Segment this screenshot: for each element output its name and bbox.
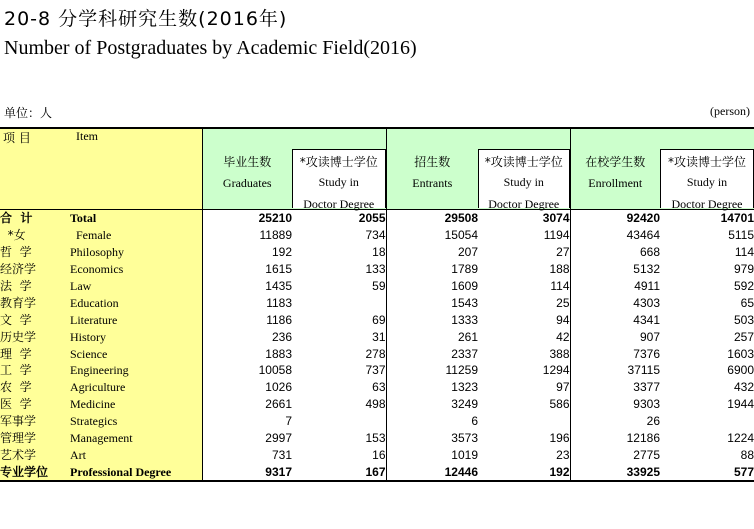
- enrollment-cell: 12186: [626, 431, 660, 446]
- row-label-english: History: [70, 328, 202, 345]
- enrollment-cell: 4911: [634, 279, 660, 293]
- table-row: [0, 328, 754, 345]
- row-label-english: Philosophy: [70, 244, 202, 261]
- graduates-cell: 25210: [258, 211, 292, 226]
- row-label-chinese: 专业学位: [0, 463, 70, 481]
- row-label-chinese: 军事学: [0, 413, 70, 430]
- header-graduates-doctor: *攻读博士学位 Study in Doctor Degree: [292, 128, 386, 210]
- row-label-chinese: 工 学: [0, 362, 70, 379]
- table-row: [0, 379, 754, 396]
- table-row: [0, 261, 754, 278]
- postgraduates-table: [0, 127, 754, 482]
- graduates-doctor-cell: [292, 294, 386, 311]
- entrants-doctor-cell: 27: [478, 244, 570, 261]
- entrants-doctor-cell: 188: [478, 261, 570, 278]
- enrollment-cell: 4303: [633, 295, 660, 310]
- enrollment-doctor-cell: 14701: [720, 211, 754, 226]
- graduates-cell: 1186: [266, 312, 292, 327]
- table-row: [0, 227, 754, 244]
- table-row: [0, 345, 754, 362]
- table-row: [0, 430, 754, 447]
- row-label-chinese: 管理学: [0, 430, 70, 447]
- header-graduates: 毕业生数 Graduates: [202, 128, 292, 210]
- graduates-cell: 11889: [259, 228, 292, 243]
- graduates-doctor-cell: 734: [292, 227, 386, 244]
- header-entrants-doctor: *攻读博士学位 Study in Doctor Degree: [478, 128, 570, 210]
- table-row: [0, 396, 754, 413]
- entrants-cell: 1019: [451, 447, 478, 462]
- row-label-chinese: 教育学: [0, 294, 70, 311]
- graduates-doctor-cell: 31: [292, 328, 386, 345]
- enrollment-doctor-cell: 257: [733, 329, 754, 344]
- entrants-cell: 1789: [451, 262, 478, 277]
- table-row: [0, 278, 754, 295]
- header-entrants: 招生数 Entrants: [386, 128, 478, 210]
- row-label-chinese: 医 学: [0, 396, 70, 413]
- entrants-cell: 261: [457, 329, 478, 344]
- enrollment-cell: 5132: [633, 262, 660, 277]
- row-label-chinese: 历史学: [0, 328, 70, 345]
- enrollment-cell: 92420: [626, 211, 660, 226]
- enrollment-doctor-cell: 1603: [727, 346, 754, 361]
- row-label-english: Strategics: [70, 413, 202, 430]
- unit-label-chinese: 单位：人: [4, 106, 53, 120]
- graduates-doctor-cell: 16: [292, 446, 386, 463]
- graduates-doctor-cell: 498: [292, 396, 386, 413]
- header-item-chinese: 项 目: [0, 128, 70, 210]
- header-enrollment-doctor: *攻读博士学位 Study in Doctor Degree: [660, 128, 754, 210]
- enrollment-doctor-cell: 114: [734, 245, 754, 260]
- enrollment-doctor-cell: [660, 413, 754, 430]
- entrants-cell: 1543: [451, 295, 478, 310]
- table-row: [0, 294, 754, 311]
- graduates-cell: 2661: [265, 397, 292, 412]
- row-label-english: Economics: [70, 261, 202, 278]
- graduates-doctor-cell: 18: [292, 244, 386, 261]
- entrants-doctor-cell: 388: [478, 345, 570, 362]
- graduates-cell: 731: [271, 447, 292, 462]
- title-chinese: 20-8 分学科研究生数(2016年): [4, 8, 288, 30]
- row-label-chinese: 法 学: [0, 278, 70, 295]
- graduates-cell: 1183: [266, 295, 292, 310]
- enrollment-doctor-cell: 503: [733, 312, 754, 327]
- entrants-doctor-cell: 1194: [478, 227, 570, 244]
- table-row: [0, 311, 754, 328]
- row-label-english: Medicine: [70, 396, 202, 413]
- enrollment-doctor-cell: 6900: [727, 363, 754, 378]
- enrollment-doctor-cell: 1224: [727, 431, 754, 446]
- row-label-chinese: 哲 学: [0, 244, 70, 261]
- graduates-cell: 2997: [265, 431, 292, 446]
- entrants-doctor-cell: [478, 413, 570, 430]
- enrollment-cell: 3377: [633, 380, 660, 395]
- graduates-doctor-cell: 59: [292, 278, 386, 295]
- entrants-doctor-cell: 1294: [478, 362, 570, 379]
- header-item-english: Item: [70, 128, 202, 210]
- enrollment-doctor-cell: 88: [740, 447, 754, 462]
- enrollment-cell: 668: [639, 245, 660, 260]
- graduates-cell: 1883: [265, 346, 292, 361]
- row-label-english: Management: [70, 430, 202, 447]
- entrants-cell: 15054: [444, 228, 478, 243]
- graduates-cell: 1026: [265, 380, 292, 395]
- graduates-cell: 1435: [265, 279, 292, 293]
- enrollment-doctor-cell: 577: [660, 463, 754, 481]
- entrants-cell: 11259: [445, 363, 478, 378]
- enrollment-cell: 907: [639, 329, 660, 344]
- enrollment-cell: 2775: [633, 447, 660, 462]
- table-row: [0, 446, 754, 463]
- graduates-doctor-cell: 63: [292, 379, 386, 396]
- enrollment-cell: 43464: [626, 228, 660, 243]
- entrants-cell: 3249: [451, 397, 478, 412]
- graduates-doctor-cell: 737: [292, 362, 386, 379]
- enrollment-doctor-cell: 1944: [727, 397, 754, 412]
- title-english: Number of Postgraduates by Academic Field(2016): [4, 37, 417, 59]
- enrollment-cell: 4341: [633, 312, 660, 327]
- enrollment-doctor-cell: 592: [733, 279, 754, 293]
- row-label-chinese: 合 计: [0, 210, 70, 227]
- entrants-cell: 12446: [386, 463, 478, 481]
- row-label-english: Art: [70, 446, 202, 463]
- entrants-doctor-cell: 25: [478, 294, 570, 311]
- graduates-cell: 192: [271, 245, 292, 260]
- row-label-chinese: *女: [0, 227, 70, 244]
- graduates-cell: 10058: [258, 363, 292, 378]
- entrants-cell: 29508: [444, 211, 478, 226]
- row-label-chinese: 艺术学: [0, 446, 70, 463]
- entrants-doctor-cell: 42: [478, 328, 570, 345]
- table-row: [0, 362, 754, 379]
- entrants-doctor-cell: 97: [478, 379, 570, 396]
- row-label-chinese: 农 学: [0, 379, 70, 396]
- enrollment-cell: 33925: [570, 463, 660, 481]
- entrants-cell: 6: [471, 414, 478, 429]
- row-label-english: Professional Degree: [70, 463, 202, 481]
- table-row: [0, 413, 754, 430]
- row-label-english: Science: [70, 345, 202, 362]
- enrollment-doctor-cell: 65: [740, 295, 754, 310]
- enrollment-doctor-cell: 5115: [728, 228, 754, 243]
- graduates-doctor-cell: 278: [292, 345, 386, 362]
- entrants-doctor-cell: 114: [478, 278, 570, 295]
- entrants-cell: 1333: [451, 312, 478, 327]
- graduates-doctor-cell: 153: [292, 430, 386, 447]
- graduates-cell: 1615: [265, 262, 292, 277]
- entrants-doctor-cell: 3074: [478, 210, 570, 227]
- enrollment-cell: 37115: [627, 363, 660, 378]
- enrollment-cell: 26: [646, 414, 660, 429]
- row-label-english: Literature: [70, 311, 202, 328]
- entrants-doctor-cell: 23: [478, 446, 570, 463]
- enrollment-cell: 9303: [633, 397, 660, 412]
- row-label-english: Education: [70, 294, 202, 311]
- entrants-doctor-cell: 196: [478, 430, 570, 447]
- graduates-cell: 236: [271, 329, 292, 344]
- enrollment-cell: 7376: [633, 346, 660, 361]
- entrants-cell: 1323: [451, 380, 478, 395]
- graduates-doctor-cell: [292, 413, 386, 430]
- table-row: [0, 244, 754, 261]
- graduates-doctor-cell: 167: [292, 463, 386, 481]
- entrants-cell: 1609: [451, 279, 478, 293]
- header-enrollment: 在校学生数 Enrollment: [570, 128, 660, 210]
- graduates-doctor-cell: 2055: [292, 210, 386, 227]
- row-label-english: Engineering: [70, 362, 202, 379]
- enrollment-doctor-cell: 432: [733, 380, 754, 395]
- entrants-doctor-cell: 94: [478, 311, 570, 328]
- entrants-cell: 3573: [451, 431, 478, 446]
- graduates-doctor-cell: 69: [292, 311, 386, 328]
- row-label-chinese: 经济学: [0, 261, 70, 278]
- entrants-doctor-cell: 192: [478, 463, 570, 481]
- entrants-cell: 207: [457, 245, 478, 260]
- table-row: [0, 463, 754, 481]
- row-label-english: Female: [70, 227, 202, 244]
- entrants-doctor-cell: 586: [478, 396, 570, 413]
- unit-label-english: (person): [710, 104, 750, 118]
- graduates-cell: 7: [285, 414, 292, 429]
- row-label-english: Total: [70, 210, 202, 227]
- graduates-cell: 9317: [202, 463, 292, 481]
- row-label-chinese: 理 学: [0, 345, 70, 362]
- enrollment-doctor-cell: 979: [733, 262, 754, 277]
- table-row: [0, 210, 754, 227]
- graduates-doctor-cell: 133: [292, 261, 386, 278]
- entrants-cell: 2337: [451, 346, 478, 361]
- row-label-chinese: 文 学: [0, 311, 70, 328]
- row-label-english: Agriculture: [70, 379, 202, 396]
- row-label-english: Law: [70, 278, 202, 295]
